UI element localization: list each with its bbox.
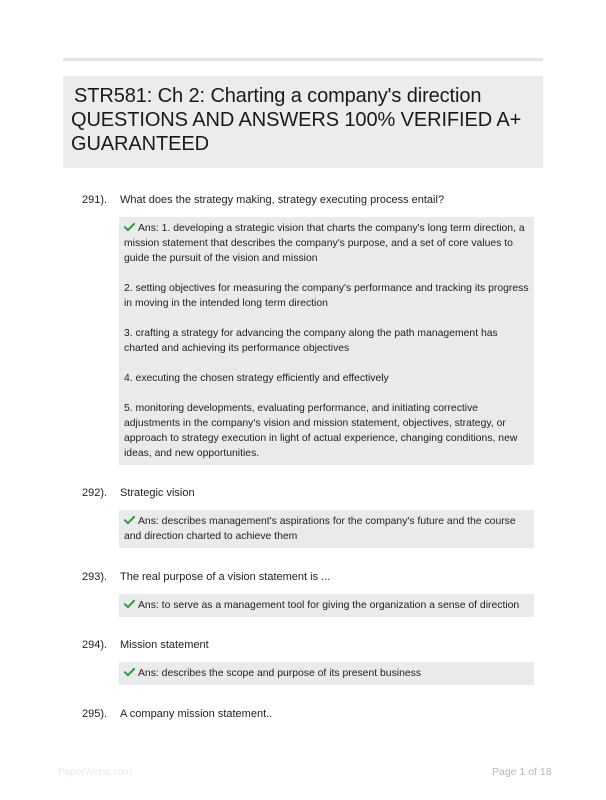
question-number: 291).	[82, 194, 108, 206]
answer-box	[119, 510, 534, 548]
answer-box	[119, 662, 534, 685]
answer-paragraph: Ans: describes the scope and purpose of its present business	[124, 666, 529, 681]
title-line-2: QUESTIONS AND ANSWERS 100% VERIFIED A+	[71, 109, 522, 131]
question-text: What does the strategy making, strategy executing process entail?	[120, 194, 445, 206]
question-text: Strategic vision	[120, 487, 195, 499]
page-indicator: Page 1 of 18	[492, 766, 552, 778]
question-number: 292).	[82, 487, 108, 499]
title-line-3: GUARANTEED	[71, 133, 209, 155]
title-box	[63, 76, 543, 168]
question-number: 295).	[82, 708, 108, 720]
answer-paragraph: Ans: describes management's aspirations for the company's future and the course and direction charted to achieve them	[124, 516, 516, 542]
check-icon	[124, 667, 135, 677]
answer-box	[119, 217, 534, 465]
answer-paragraph: 5. monitoring developments, evaluating performance, and initiating corrective adjustments in the company's vision and mission statement, objectives, strategy, or approach to strategy execution in light of actual experience, changing conditions, new ideas, and new opportunities.	[124, 403, 518, 459]
answer-paragraph: 2. setting objectives for measuring the company's performance and tracking its progress in moving in the intended long term direction	[124, 283, 529, 309]
answer-box	[119, 594, 534, 617]
question-text: The real purpose of a vision statement is ...	[120, 571, 331, 583]
page-title	[71, 84, 535, 156]
question-number: 293).	[82, 571, 108, 583]
check-icon	[124, 599, 135, 609]
answer-paragraph: Ans: 1. developing a strategic vision that charts the company's long term direction, a mission statement that describes the company's purpose, and a set of core values to guide the pursuit of the vision and mission	[124, 223, 525, 264]
answer-paragraph: 3. crafting a strategy for advancing the company along the path management has charted and achieving its performance objectives	[124, 328, 498, 354]
question-number: 294).	[82, 639, 108, 651]
check-icon	[124, 222, 135, 232]
answer-paragraph: 4. executing the chosen strategy efficiently and effectively	[124, 373, 389, 384]
answer-paragraph: Ans: to serve as a management tool for giving the organization a sense of direction	[124, 598, 529, 613]
question-text: Mission statement	[120, 639, 209, 651]
question-text: A company mission statement..	[120, 708, 273, 720]
check-icon	[124, 515, 135, 525]
title-line-1: STR581: Ch 2: Charting a company's direction	[74, 85, 482, 107]
top-divider	[63, 58, 543, 61]
footer-watermark: PaperWebs.com	[58, 767, 132, 778]
